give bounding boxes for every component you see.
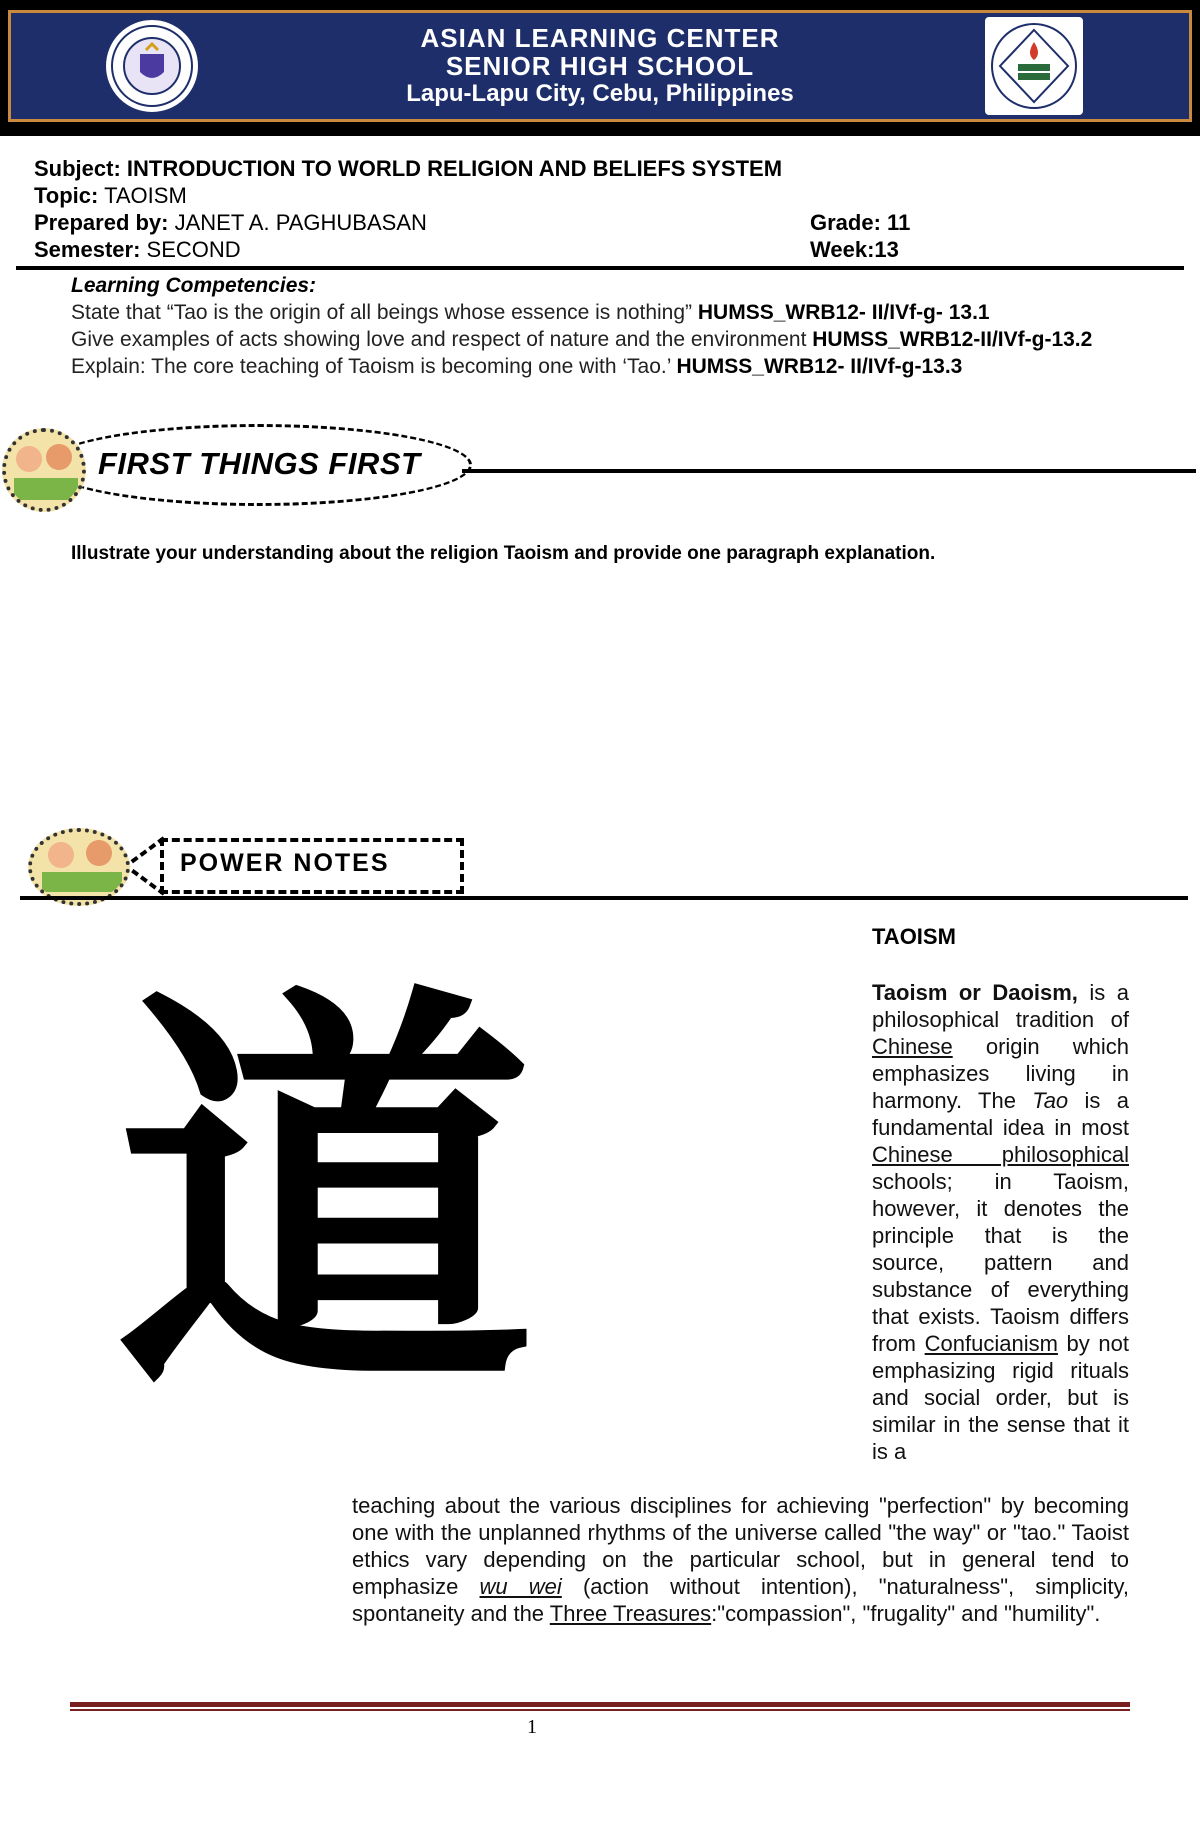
- taoism-lead: Taoism or Daoism,: [872, 980, 1078, 1005]
- activity-instruction: Illustrate your understanding about the religion Taoism and provide one paragraph explanation.: [71, 543, 936, 564]
- taoism-paragraph-part1: [872, 979, 1129, 1465]
- text-span: schools; in Taoism, however, it denotes the principle that is the source, pattern and substance of everything that exists. Taoism differs from: [872, 1169, 1129, 1356]
- competency-text: State that “Tao is the origin of all beings whose essence is nothing”: [71, 301, 698, 324]
- school-location: Lapu-Lapu City, Cebu, Philippines: [406, 80, 794, 107]
- first-things-first-rule: [462, 469, 1196, 473]
- subject-label: Subject:: [34, 156, 121, 181]
- competency-item: [71, 299, 1121, 326]
- grade-value: 11: [887, 210, 911, 235]
- link-chinese[interactable]: Chinese: [872, 1034, 953, 1059]
- competency-text: Give examples of acts showing love and respect of nature and the environment: [71, 328, 813, 351]
- topic-value: TAOISM: [104, 183, 187, 208]
- prepared-value: JANET A. PAGHUBASAN: [174, 210, 427, 235]
- footer-rule-thin: [70, 1709, 1130, 1711]
- taoism-heading: TAOISM: [872, 924, 956, 949]
- topic-line: [34, 182, 187, 209]
- page-number: 1: [527, 1716, 537, 1738]
- info-divider: [16, 266, 1184, 270]
- footer-rule: [70, 1702, 1130, 1707]
- competency-code: HUMSS_WRB12- II/IVf-g- 13.1: [697, 301, 990, 324]
- taoism-paragraph-part2: [352, 1492, 1129, 1627]
- deped-seal-icon: [102, 16, 202, 116]
- text-span: (action without intention), "naturalness", simplicity, spontaneity and the: [352, 1574, 1130, 1626]
- link-wu-wei[interactable]: wu wei: [479, 1574, 562, 1599]
- subject-value: INTRODUCTION TO WORLD RELIGION AND BELIEFS SYSTEM: [126, 156, 783, 181]
- asian-learning-center-seal-icon: [985, 17, 1083, 115]
- competency-item: [71, 326, 1121, 353]
- topic-label: Topic:: [34, 183, 99, 208]
- school-name-line1: ASIAN LEARNING CENTER: [420, 23, 780, 53]
- competency-code: HUMSS_WRB12- II/IVf-g-13.3: [676, 355, 963, 378]
- competency-code: HUMSS_WRB12-II/IVf-g-13.2: [812, 328, 1093, 351]
- text-span: :"compassion", "frugality" and "humility".: [711, 1601, 1101, 1626]
- school-name-block: [300, 24, 900, 108]
- kids-reading-icon: [28, 828, 130, 906]
- semester-label: Semester:: [34, 237, 141, 262]
- text-span: teaching about the various disciplines for achieving "perfection" by becoming one with the unplanned rhythms of the universe called "the way" or "tao." Taoist ethics vary depending on the particular school, but in general tend to emphasize: [352, 1493, 1129, 1599]
- prepared-label: Prepared by:: [34, 210, 169, 235]
- link-three-treasures[interactable]: Three Treasures: [549, 1601, 712, 1626]
- power-notes-title: POWER NOTES: [180, 849, 390, 877]
- prepared-line: [34, 209, 427, 236]
- tao-character: 道: [115, 955, 535, 1444]
- week-line: [810, 236, 899, 263]
- grade-label: Grade:: [810, 210, 881, 235]
- text-span: origin which emphasizes living in harmony. The: [872, 1034, 1129, 1113]
- competency-text: Explain: The core teaching of Taoism is becoming one with ‘Tao.’: [71, 355, 677, 378]
- power-notes-rule: [20, 896, 1188, 900]
- text-span: is a fundamental idea in most: [872, 1088, 1129, 1140]
- semester-value: SECOND: [146, 237, 241, 262]
- link-chinese-philosophical[interactable]: Chinese philosophical: [872, 1142, 1129, 1167]
- grade-line: [810, 209, 910, 236]
- subject-line: [34, 155, 782, 182]
- link-confucianism[interactable]: Confucianism: [924, 1331, 1058, 1356]
- learning-competencies: [71, 272, 1121, 380]
- competency-item: [71, 353, 1121, 380]
- semester-line: [34, 236, 241, 263]
- first-things-first-title: FIRST THINGS FIRST: [98, 446, 421, 481]
- kids-reading-icon: [2, 428, 86, 512]
- week-label: Week:: [810, 237, 875, 262]
- text-span: by not emphasizing rigid rituals and social order, but is similar in the sense that it is a: [872, 1331, 1129, 1464]
- text-span: is a philosophical tradition of: [872, 980, 1129, 1032]
- week-value: 13: [874, 237, 899, 262]
- competencies-heading: Learning Competencies:: [71, 274, 317, 297]
- tao-italic: Tao: [1032, 1088, 1069, 1113]
- school-name-line2: SENIOR HIGH SCHOOL: [445, 51, 755, 81]
